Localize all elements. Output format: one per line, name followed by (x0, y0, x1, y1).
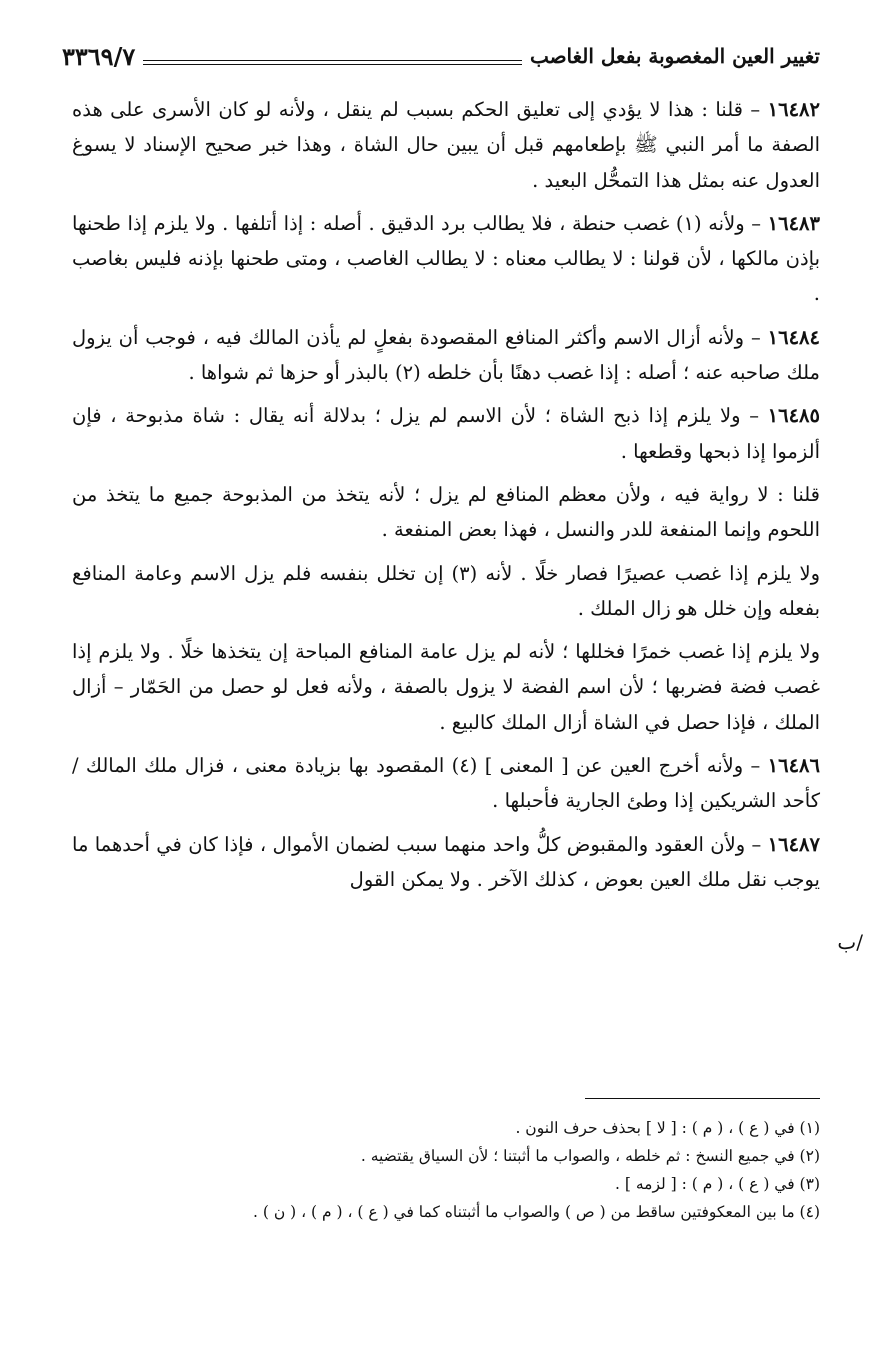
paragraph-text: – ولا يلزم إذا ذبح الشاة ؛ لأن الاسم لم يزل ؛ بدلالة أنه يقال : شاة مذبوحة ، فإن ألزموا إذا ذبحها وقطعها . (72, 404, 820, 463)
paragraph-text: – قلنا : هذا لا يؤدي إلى تعليق الحكم بسبب لم ينقل ، ولأنه لو كان الأسرى على هذه الصفة ما أمر النبي ﷺ بإطعامهم قبل أن يبين حال الشاة ، وهذا خبر صحيح الإسناد لا يسوغ العدول عنه بمثل هذا التمحُّل البعيد . (72, 98, 820, 192)
body-text (72, 92, 820, 905)
paragraph-text: – ولأن العقود والمقبوض كلُّ واحد منهما سبب لضمان الأموال ، فإذا كان في أحدهما ما يوجب نقل ملك العين بعوض ، كذلك الآخر . ولا يمكن القول (72, 832, 820, 891)
footnote-item: (٣) في ( ع ) ، ( م ) : [ لزمه ] . (615, 1175, 820, 1193)
footnote-item: (١) في ( ع ) ، ( م ) : [ لا ] بحذف حرف النون . (515, 1119, 820, 1137)
page-number: ٣٣٦٩/٧ (62, 41, 136, 71)
paragraph-text: ولا يلزم إذا غصب خمرًا فخللها ؛ لأنه لم يزل عامة المنافع المباحة إن يتخذها خلًا . ولا يلزم إذا غصب فضة فضربها ؛ لأن اسم الفضة لا يزول بالصفة ، ولأنه فعل لو حصل من الحَمّار – أزال الملك ، فإذا حصل في الشاة أزال الملك كالبيع . (72, 640, 820, 734)
paragraph (72, 320, 820, 391)
paragraph (72, 634, 820, 740)
margin-folio-note: /ب (837, 930, 863, 954)
paragraph (72, 827, 820, 898)
paragraph (72, 92, 820, 198)
footnote-item: (٤) ما بين المعكوفتين ساقط من ( ص ) والصواب ما أثبتناه كما في ( ع ) ، ( م ) ، ( ن ) . (252, 1203, 820, 1221)
running-header (62, 38, 820, 74)
paragraph-text: قلنا : لا رواية فيه ، ولأن معظم المنافع لم يزل ؛ لأنه يتخذ من المذبوحة جميع ما يتخذ من اللحوم وإنما المنفعة للدر والنسل ، فهذا بعض المنفعة . (72, 482, 820, 542)
paragraph (72, 398, 820, 469)
paragraph-number: ١٦٤٨٤ (767, 325, 820, 349)
paragraph-text: – ولأنه أزال الاسم وأكثر المنافع المقصودة بفعلٍ لم يأذن المالك فيه ، فوجب أن يزول ملك صاحبه عنه ؛ أصله : إذا غصب دهنًا بأن خلطه (٢) بالبذر أو حزها ثم شواها . (72, 325, 820, 385)
paragraph (72, 748, 820, 819)
paragraph (72, 556, 820, 627)
footnotes (72, 1114, 820, 1226)
paragraph (72, 477, 820, 548)
footnote-divider (585, 1098, 820, 1099)
paragraph-text: ولا يلزم إذا غصب عصيرًا فصار خلًا . لأنه (٣) إن تخلل بنفسه فلم يزل الاسم وعامة المنافع بفعله وإن خلل هو زال الملك . (72, 561, 820, 620)
footnote-item: (٢) في جميع النسخ : ثم خلطه ، والصواب ما أثبتنا ؛ لأن السياق يقتضيه . (360, 1147, 820, 1165)
paragraph-number: ١٦٤٨٧ (767, 832, 820, 856)
paragraph-number: ١٦٤٨٦ (767, 754, 820, 778)
paragraph (72, 206, 820, 312)
paragraph-number: ١٦٤٨٢ (767, 98, 820, 121)
paragraph-text: – ولأنه (١) غصب حنطة ، فلا يطالب برد الدقيق . أصله : إذا أتلفها . ولا يلزم إذا طحنها بإذن مالكها ، لأن قولنا : لا يطالب معناه : لا يطالب الغاصب ، ومتى طحنها بإذنه فليس بغاصب . (72, 211, 820, 306)
paragraph-number: ١٦٤٨٣ (767, 211, 820, 235)
paragraph-text: – ولأنه أخرج العين عن [ المعنى ] (٤) المقصود بها بزيادة معنى ، فزال ملك المالك / كأحد الشريكين إذا وطئ الجارية فأحبلها . (72, 754, 820, 813)
header-rule (143, 60, 522, 65)
chapter-title: تغيير العين المغصوبة بفعل الغاصب (529, 44, 820, 68)
paragraph-number: ١٦٤٨٥ (767, 404, 820, 428)
